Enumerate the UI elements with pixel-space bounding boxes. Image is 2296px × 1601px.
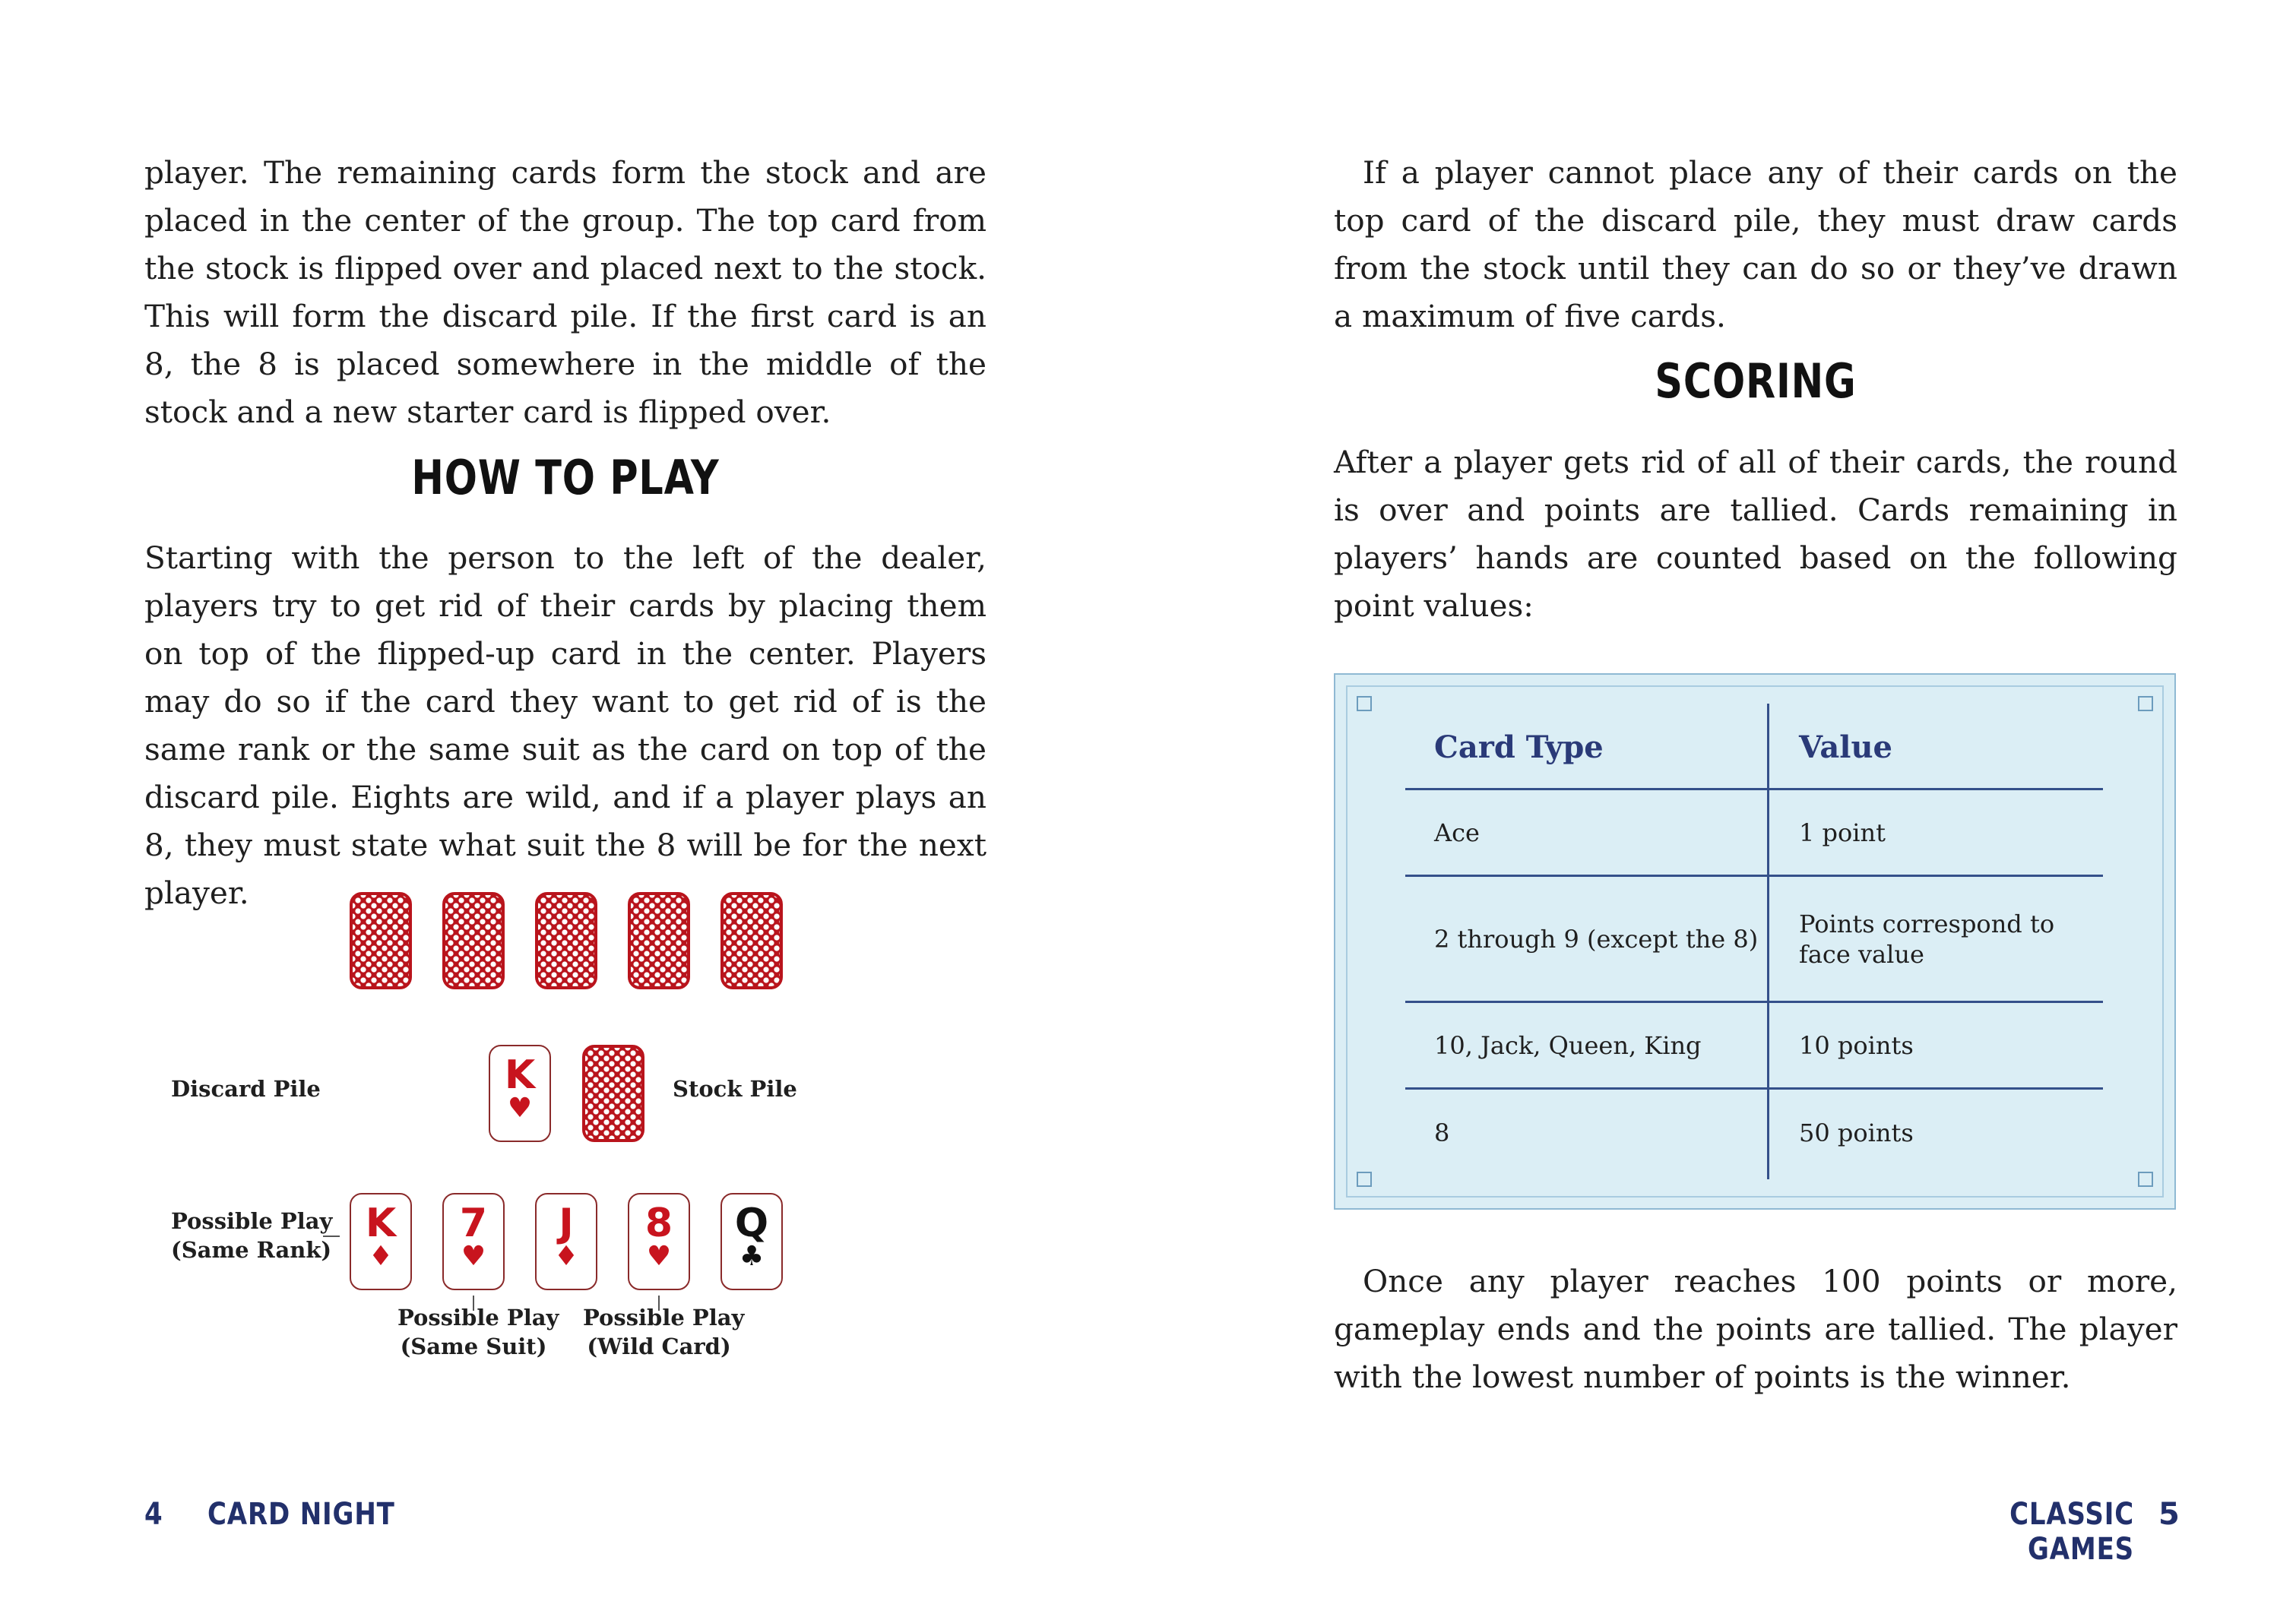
- cell-value: Points correspond to face value: [1799, 909, 2055, 969]
- club-icon: ♣: [739, 1241, 765, 1272]
- hand-card: [535, 1193, 597, 1290]
- table-row: [1405, 1003, 2103, 1090]
- label-line: Possible Play: [397, 1305, 559, 1330]
- cell-value: 10 points: [1799, 1030, 1914, 1060]
- corner-ornament: [1357, 696, 1372, 711]
- hand-card: [350, 1193, 412, 1290]
- card-back: [628, 892, 690, 989]
- label-line: (Wild Card): [587, 1334, 731, 1359]
- table-header-row: [1405, 707, 2103, 790]
- hand-card: [442, 1193, 505, 1290]
- cell-card-type: 8: [1434, 1118, 1450, 1147]
- card-back: [350, 892, 412, 989]
- card-rank: K: [504, 1052, 536, 1098]
- corner-ornament: [2138, 1172, 2153, 1187]
- cell-card-type: 10, Jack, Queen, King: [1434, 1030, 1702, 1060]
- header-value: Value: [1799, 729, 1893, 765]
- cell-value: 1 point: [1799, 818, 1886, 847]
- card-back: [720, 892, 783, 989]
- card-back: [442, 892, 505, 989]
- table-grid: [1405, 707, 2103, 1176]
- scoring-heading: SCORING: [1655, 353, 1857, 409]
- discard-pile-card: [489, 1045, 551, 1142]
- label-line: (Same Rank): [171, 1237, 332, 1263]
- diamond-icon: ♦: [368, 1241, 394, 1272]
- card-rank: 8: [644, 1201, 673, 1246]
- same-suit-label: [397, 1303, 559, 1361]
- table-row: [1405, 1090, 2103, 1176]
- cell-card-type: Ace: [1434, 818, 1480, 847]
- wild-card-label: [583, 1303, 745, 1361]
- table-column-divider: [1767, 704, 1769, 1179]
- page-number-right: 5: [2158, 1497, 2180, 1532]
- card-rank: 7: [459, 1201, 488, 1246]
- hand-card: [628, 1193, 690, 1290]
- same-rank-label: [171, 1207, 333, 1264]
- table-row: [1405, 877, 2103, 1003]
- card-diagram: [171, 881, 817, 1383]
- card-rank: K: [365, 1201, 397, 1246]
- card-rank: J: [559, 1201, 574, 1246]
- label-line: (Same Suit): [400, 1334, 547, 1359]
- label-line: Possible Play: [171, 1208, 333, 1234]
- how-to-play-heading: HOW TO PLAY: [411, 450, 720, 505]
- card-back: [535, 892, 597, 989]
- card-rank: Q: [734, 1201, 769, 1246]
- pointer-line: [323, 1236, 340, 1237]
- heart-icon: ♥: [646, 1241, 672, 1272]
- intro-paragraph: player. The remaining cards form the stock and are placed in the center of the group. The top card from the stock is flipped over and placed next to the stock. This will form the discard pile. If the first card is an 8, the 8 is placed somewhere in the middle of the stock and a new starter card is flipped over.: [144, 154, 986, 430]
- how-to-play-paragraph: Starting with the person to the left of the dealer, players try to get rid of their cards by placing them on top of the flipped-up card in the center. Players may do so if the card they want to get rid of is the same rank or the same suit as the card on top of the discard pile. Eights are wild, and if a player plays an 8, they must state what suit the 8 will be for the next player.: [144, 539, 986, 911]
- scoring-table: [1334, 673, 2176, 1210]
- draw-paragraph: If a player cannot place any of their cards on the top card of the discard pile, they must draw cards from the stock until they can do so or they’ve drawn a maximum of five cards.: [1334, 154, 2177, 334]
- end-paragraph: Once any player reaches 100 points or more, gameplay ends and the points are tallied. The player with the lowest number of points is the winner.: [1334, 1263, 2177, 1395]
- header-card-type: Card Type: [1434, 729, 1604, 765]
- heart-icon: ♥: [507, 1093, 533, 1124]
- cell-card-type: 2 through 9 (except the 8): [1434, 924, 1759, 954]
- running-title-right: CLASSIC GAMES: [2009, 1497, 2134, 1567]
- scoring-paragraph: After a player gets rid of all of their cards, the round is over and points are tallied. Cards remaining in players’ hands are counted based on the following point values:: [1334, 444, 2177, 624]
- corner-ornament: [1357, 1172, 1372, 1187]
- running-title-left: CARD NIGHT: [207, 1497, 395, 1532]
- page-number-left: 4: [144, 1497, 163, 1532]
- cell-value: 50 points: [1799, 1118, 1914, 1147]
- corner-ornament: [2138, 696, 2153, 711]
- heart-icon: ♥: [461, 1241, 486, 1272]
- stock-pile-card: [582, 1045, 644, 1142]
- table-row: [1405, 790, 2103, 877]
- stock-pile-label: Stock Pile: [673, 1076, 797, 1102]
- label-line: Possible Play: [583, 1305, 745, 1330]
- diamond-icon: ♦: [553, 1241, 579, 1272]
- discard-pile-label: Discard Pile: [171, 1076, 321, 1102]
- hand-card: [720, 1193, 783, 1290]
